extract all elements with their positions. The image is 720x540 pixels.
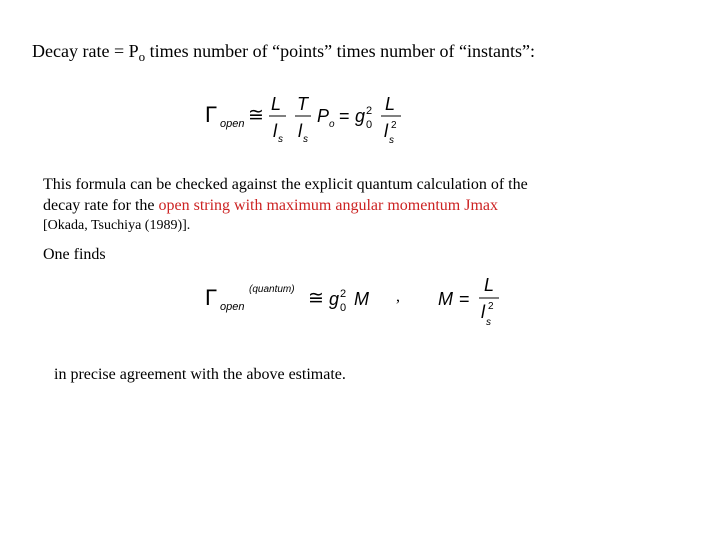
decay-rate-equation — [205, 92, 415, 152]
eq2-gamma-sup: (quantum) — [249, 284, 295, 295]
eq3-m: M — [438, 289, 453, 309]
eq1-f3-den: l — [384, 121, 388, 141]
eq1-f1-num: L — [271, 94, 282, 114]
eq2-gamma-sub: open — [220, 301, 245, 313]
heading-p-sub: o — [138, 49, 146, 64]
eq1-g-sup: 2 — [366, 105, 373, 117]
eq1-f1-den: l — [273, 121, 277, 141]
heading-p: P — [128, 41, 139, 61]
quantum-decay-equation — [205, 275, 385, 320]
eq1-f1-den-sub: s — [278, 134, 283, 145]
paragraph-line-b — [43, 195, 528, 216]
eq1-f3-num: L — [385, 94, 396, 114]
eq2-g-sup: 2 — [340, 288, 347, 300]
eq1-gamma: Γ — [205, 102, 218, 127]
eq1-f3-den-sub: s — [389, 135, 394, 146]
eq1-f2-den: l — [298, 121, 302, 141]
eq1-gamma-sub: open — [220, 118, 245, 130]
m-definition-equation — [436, 275, 506, 330]
heading-suffix: times number of “points” times number of “instants”: — [149, 41, 536, 61]
paragraph-line-a: This formula can be checked against the explicit quantum calculation of the — [43, 176, 528, 193]
eq3-num: L — [484, 275, 495, 295]
eq2-g: g — [329, 289, 340, 309]
eq2-m: M — [354, 289, 369, 309]
eq3-equals: = — [459, 289, 470, 309]
eq1-p-sub: o — [329, 119, 335, 130]
eq1-approx: ≅ — [248, 105, 264, 126]
eq3-den-sup: 2 — [488, 301, 494, 312]
eq1-g-sub: 0 — [366, 119, 373, 131]
eq2-approx: ≅ — [308, 288, 324, 309]
paragraph-highlight: open string with maximum angular momentum Jmax — [158, 197, 498, 214]
eq1-p: P — [317, 106, 330, 126]
equation-separator-comma: , — [396, 288, 400, 305]
decay-rate-heading — [32, 41, 535, 65]
eq1-f2-den-sub: s — [303, 134, 308, 145]
conclusion-text: in precise agreement with the above estimate. — [54, 366, 346, 383]
paragraph-line-b-black: decay rate for the — [43, 197, 155, 214]
reference-citation: [Okada, Tsuchiya (1989)]. — [43, 218, 191, 233]
one-finds-text: One finds — [43, 246, 106, 263]
eq3-den-sub: s — [486, 317, 491, 328]
eq1-g: g — [355, 106, 366, 126]
eq1-f3-den-sup: 2 — [391, 120, 397, 131]
eq2-gamma: Γ — [205, 285, 218, 310]
eq3-den: l — [481, 302, 485, 322]
eq2-g-sub: 0 — [340, 302, 347, 314]
check-paragraph — [43, 174, 528, 216]
eq1-equals: = — [339, 106, 350, 126]
eq1-f2-num: T — [297, 94, 308, 114]
heading-prefix: Decay rate = — [32, 41, 125, 61]
